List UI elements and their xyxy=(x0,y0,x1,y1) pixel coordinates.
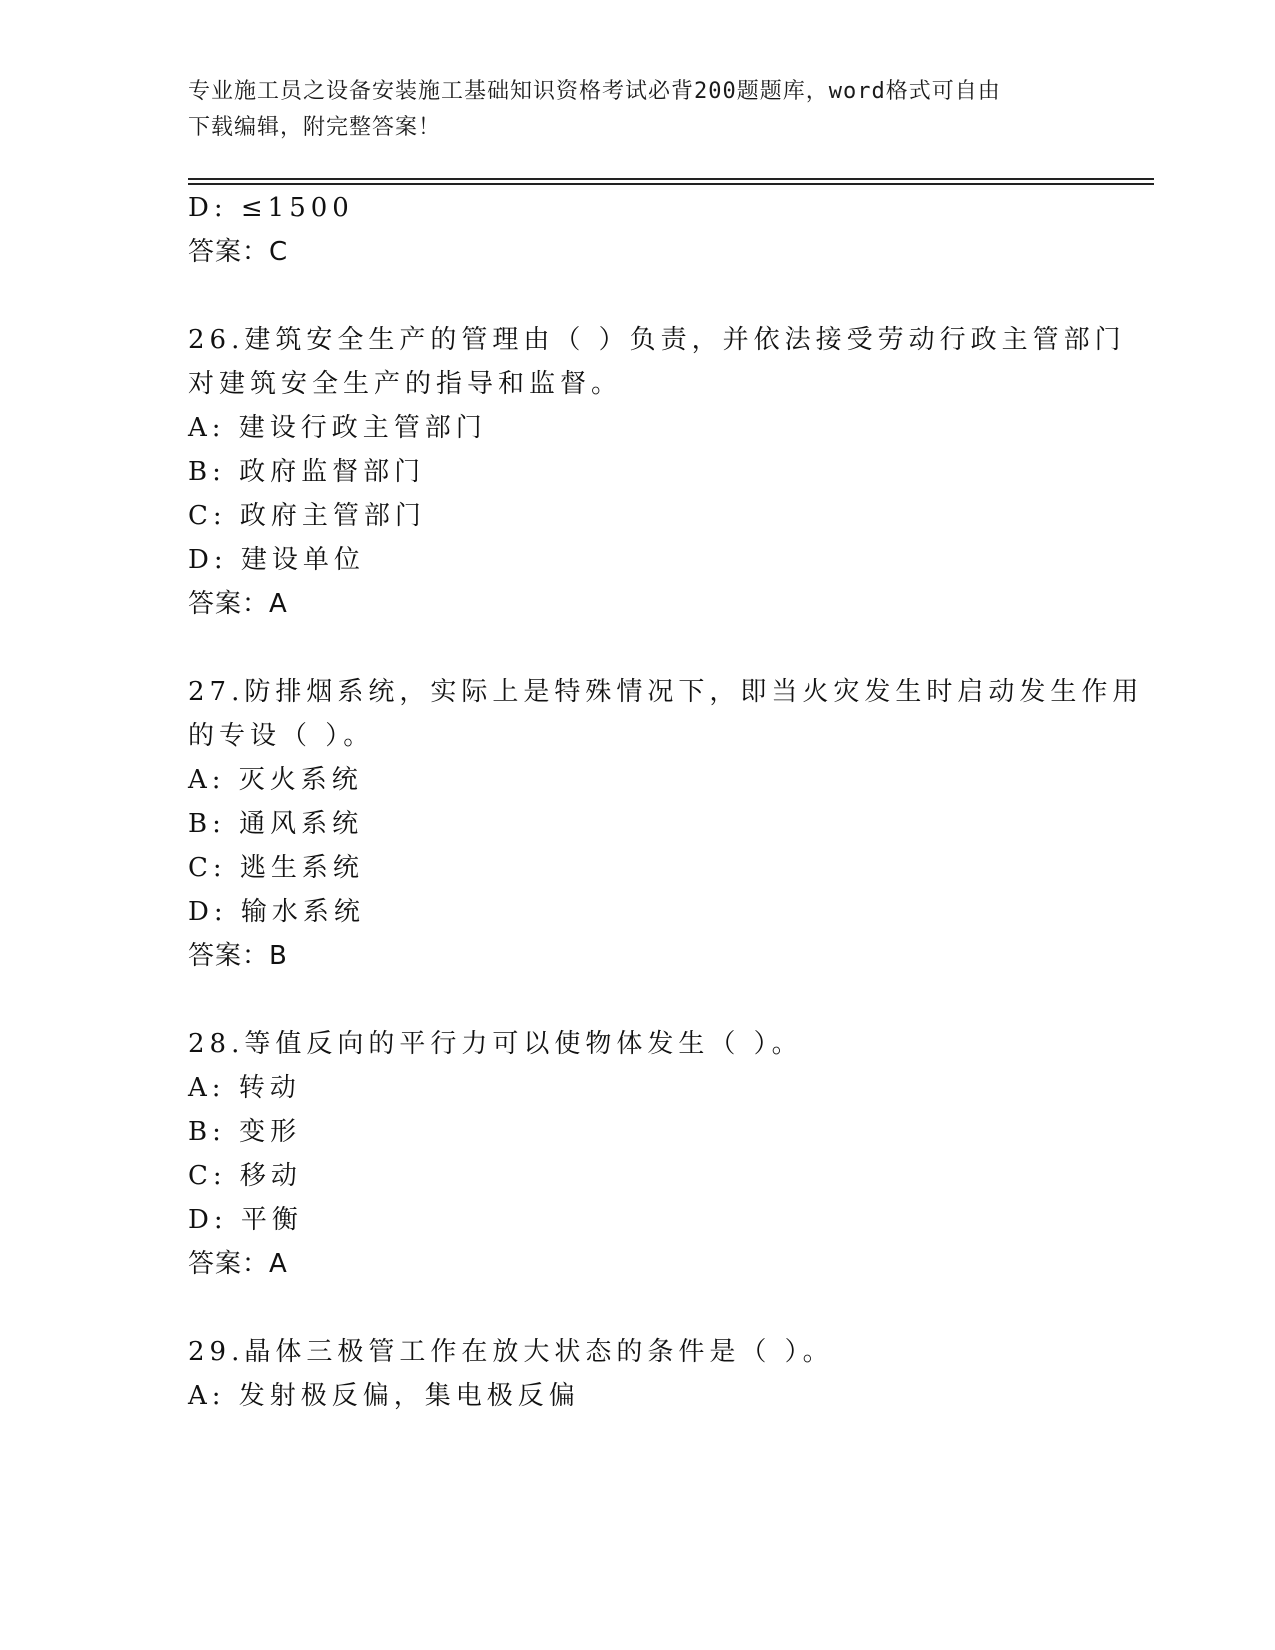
q27-stem-line-2: 的专设（ ）。 xyxy=(188,721,375,751)
q26-option-d: D: 建设单位 xyxy=(188,545,365,575)
q29-stem-line-1: 29.晶体三极管工作在放大状态的条件是（ ）。 xyxy=(188,1337,834,1367)
prev-answer: 答案：C xyxy=(188,237,289,267)
q28-answer: 答案：A xyxy=(188,1249,288,1279)
q28-option-d: D: 平衡 xyxy=(188,1205,303,1235)
q26-option-c: C: 政府主管部门 xyxy=(188,501,426,531)
q27-option-a: A: 灭火系统 xyxy=(188,765,363,795)
header-title-line-1: 专业施工员之设备安装施工基础知识资格考试必背200题题库，word格式可自由 xyxy=(188,79,1001,104)
q27-option-d: D: 输水系统 xyxy=(188,897,365,927)
q28-option-b: B: 变形 xyxy=(188,1117,302,1147)
header-title-line-2: 下载编辑，附完整答案！ xyxy=(188,115,442,140)
q26-answer: 答案：A xyxy=(188,589,288,619)
q28-stem-line-1: 28.等值反向的平行力可以使物体发生（ ）。 xyxy=(188,1029,803,1059)
document-header xyxy=(188,74,1068,146)
q27-option-c: C: 逃生系统 xyxy=(188,853,364,883)
q29-option-a: A: 发射极反偏，集电极反偏 xyxy=(188,1381,580,1411)
q26-stem-line-1: 26.建筑安全生产的管理由（ ）负责，并依法接受劳动行政主管部门 xyxy=(188,325,1126,355)
header-divider-bottom xyxy=(188,183,1154,185)
q26-option-b: B: 政府监督部门 xyxy=(188,457,426,487)
q26-stem-line-2: 对建筑安全生产的指导和监督。 xyxy=(188,369,623,399)
header-divider-top xyxy=(188,178,1154,180)
q27-answer: 答案：B xyxy=(188,941,288,971)
q28-option-c: C: 移动 xyxy=(188,1161,302,1191)
q28-option-a: A: 转动 xyxy=(188,1073,301,1103)
prev-option-d: D: ≤1500 xyxy=(188,193,354,223)
q27-option-b: B: 通风系统 xyxy=(188,809,364,839)
q26-option-a: A: 建设行政主管部门 xyxy=(188,413,487,443)
q27-stem-line-1: 27.防排烟系统，实际上是特殊情况下，即当火灾发生时启动发生作用 xyxy=(188,677,1144,707)
